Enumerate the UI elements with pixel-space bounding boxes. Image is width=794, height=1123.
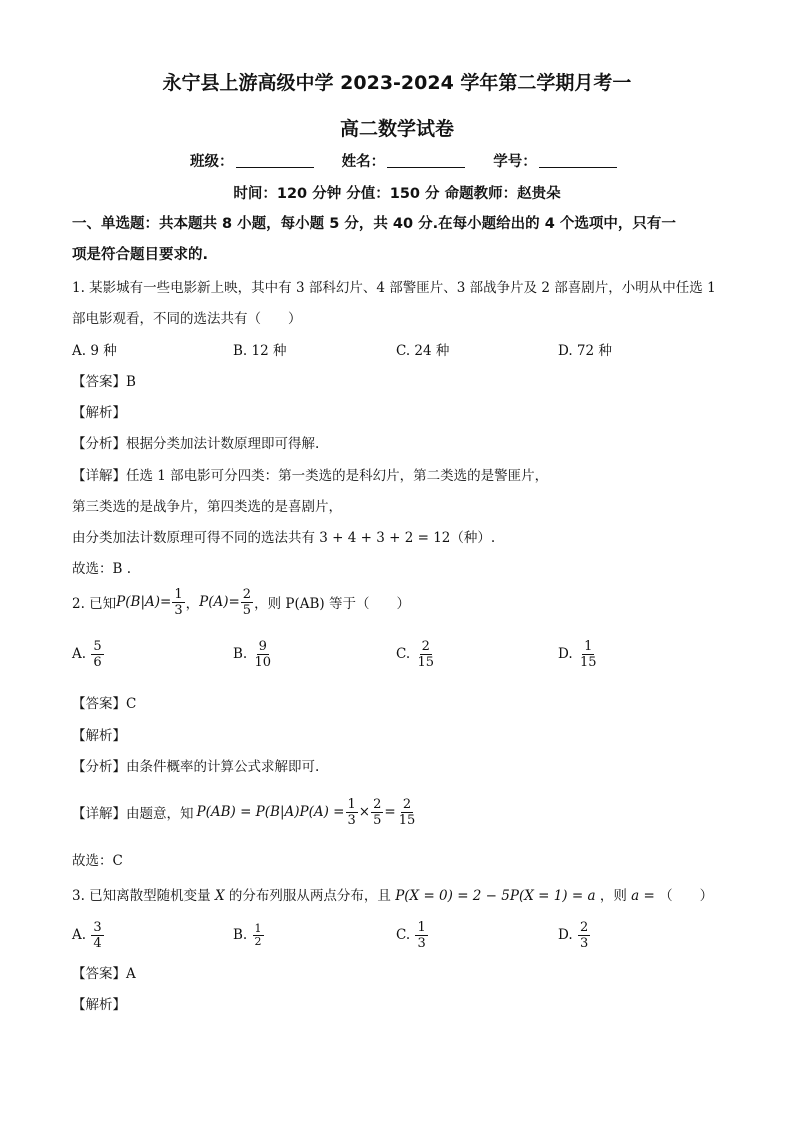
q2-stem: [72, 582, 410, 622]
xiangjie-label: 【详解】: [72, 468, 126, 484]
option-label: A.: [72, 646, 87, 662]
option-label: C.: [396, 646, 411, 662]
name-label: 姓名：: [341, 154, 386, 170]
option-fraction: [253, 923, 264, 948]
fraction-denominator: 15: [398, 812, 416, 828]
fraction-denominator: 3: [417, 935, 426, 951]
q3-analysis-label: 【解析】: [72, 997, 126, 1013]
q1-xiangjie-line3: 由分类加法计数原理可得不同的选法共有 3 + 4 + 3 + 2 = 12（种）.: [72, 530, 496, 546]
xiangjie-fraction-3: [397, 797, 418, 828]
q1-xiangjie-line1: [72, 464, 548, 484]
option-fraction: [578, 920, 590, 951]
fraction-numerator: 2: [373, 796, 382, 812]
fraction-numerator: 3: [93, 919, 102, 935]
q3-option-d: [558, 915, 591, 955]
q3-answer: [72, 962, 136, 982]
fraction-numerator: 9: [258, 638, 267, 654]
q2-xiangjie: [72, 792, 418, 832]
option-label: A.: [72, 927, 87, 943]
option-label: B.: [233, 927, 248, 943]
q1-answer: [72, 370, 136, 390]
q1-xiangjie-line2: 第三类选的是战争片，第四类选的是喜剧片，: [72, 499, 342, 515]
option-label: D.: [558, 646, 573, 662]
fraction-numerator: 1: [347, 796, 356, 812]
q3-mid: 的分布列服从两点分布，且: [228, 888, 391, 904]
answer-value: B: [126, 374, 136, 390]
answer-label: 【答案】: [72, 696, 126, 712]
option-label: D.: [558, 927, 573, 943]
xiangjie-prefix: 由题意，知: [126, 806, 194, 822]
equals-sign: =: [384, 804, 396, 820]
xiangjie-fraction-2: [371, 797, 383, 828]
q3-paren: （ ）: [659, 888, 714, 904]
q2-fenxi: [72, 755, 319, 775]
q2-analysis-label: 【解析】: [72, 728, 126, 744]
option-fraction: [91, 920, 103, 951]
option-label: C.: [396, 927, 411, 943]
option-fraction: [415, 639, 436, 670]
q1-option-c: C. 24 种: [396, 343, 450, 359]
q3-stem: [72, 884, 713, 904]
q2-prefix: 2. 已知: [72, 596, 117, 612]
answer-label: 【答案】: [72, 374, 126, 390]
fraction-numerator: 1: [254, 921, 262, 935]
fraction-denominator: 3: [347, 812, 356, 828]
fraction-denominator: 5: [242, 602, 252, 618]
answer-value: A: [126, 966, 136, 982]
student-id-blank[interactable]: [539, 153, 617, 168]
option-fraction: [253, 639, 274, 670]
q2-p-b-given-a: P(B|A)=: [116, 594, 172, 610]
answer-label: 【答案】: [72, 966, 126, 982]
q2-fraction-2: [241, 587, 253, 618]
fraction-denominator: 5: [373, 812, 382, 828]
section-heading-line1: 一、单选题：共本题共 8 小题，每小题 5 分，共 40 分.在每小题给出的 4 个选项中，只有一: [72, 216, 676, 232]
option-fraction: [415, 920, 427, 951]
fraction-numerator: 2: [402, 796, 412, 812]
section-heading-line2: 项是符合题目要求的.: [72, 247, 209, 263]
class-blank[interactable]: [236, 153, 314, 168]
answer-value: C: [126, 696, 137, 712]
option-fraction: [578, 639, 599, 670]
fraction-numerator: 2: [579, 919, 589, 935]
fenxi-text: 由条件概率的计算公式求解即可.: [126, 759, 320, 775]
q2-p-a: P(A)=: [199, 594, 240, 610]
fraction-denominator: 15: [579, 654, 597, 670]
q3-option-c: [396, 915, 429, 955]
option-fraction: [91, 639, 103, 670]
exam-title: 永宁县上游高级中学 2023-2024 学年第二学期月考一: [162, 72, 632, 94]
fraction-denominator: 3: [579, 935, 589, 951]
fraction-numerator: 1: [417, 919, 426, 935]
fraction-denominator: 6: [93, 654, 102, 670]
times-sign: ×: [358, 804, 371, 820]
fraction-numerator: 1: [584, 638, 593, 654]
xiangjie-fraction-1: [346, 797, 358, 828]
q1-stem-line1: 1. 某影城有一些电影新上映，其中有 3 部科幻片、4 部警匪片、3 部战争片及 2 部喜剧片，小明从中任选 1: [72, 280, 716, 296]
fraction-numerator: 2: [242, 586, 252, 602]
option-label: B.: [233, 646, 248, 662]
q3-option-a: [72, 915, 105, 955]
q2-option-c: [396, 634, 437, 674]
q2-option-b: [233, 634, 274, 674]
q1-option-d: D. 72 种: [558, 343, 612, 359]
q1-analysis-label: 【解析】: [72, 405, 126, 421]
class-label: 班级：: [190, 154, 234, 170]
q2-answer: [72, 692, 136, 712]
q3-prefix: 3. 已知离散型随机变量: [72, 888, 211, 904]
q3-variable: X: [214, 888, 225, 904]
student-info-row: [190, 150, 617, 171]
name-blank[interactable]: [387, 153, 465, 168]
exam-subtitle: 高二数学试卷: [339, 118, 454, 140]
fraction-denominator: 3: [174, 602, 183, 618]
q1-stem-line2: 部电影观看，不同的选法共有（ ）: [72, 311, 302, 327]
q2-suffix: ，则 P(AB) 等于（ ）: [254, 596, 410, 612]
fraction-numerator: 2: [421, 638, 430, 654]
q2-option-d: [558, 634, 599, 674]
fraction-denominator: 10: [254, 654, 272, 670]
fraction-denominator: 4: [93, 935, 102, 951]
fenxi-text: 根据分类加法计数原理即可得解.: [126, 436, 320, 452]
q3-suffix: ，则: [599, 888, 627, 904]
exam-meta: 时间：120 分钟 分值：150 分 命题教师：赵贵朵: [233, 186, 561, 202]
q3-a-equals: a =: [631, 888, 655, 904]
q2-fraction-1: [172, 587, 184, 618]
q2-option-a: [72, 634, 105, 674]
xiangjie-formula: P(AB) = P(B|A)P(A) =: [196, 804, 345, 820]
xiangjie-label: 【详解】: [72, 806, 126, 822]
q1-option-a: A. 9 种: [72, 343, 117, 359]
fenxi-label: 【分析】: [72, 436, 126, 452]
q1-conclusion: 故选：B .: [72, 561, 132, 577]
q1-option-b: B. 12 种: [233, 343, 287, 359]
q1-fenxi: [72, 432, 319, 452]
fraction-denominator: 15: [417, 654, 434, 670]
fraction-denominator: 2: [254, 934, 262, 948]
fraction-numerator: 5: [93, 638, 102, 654]
q2-conclusion: 故选：C: [72, 853, 123, 869]
fenxi-label: 【分析】: [72, 759, 126, 775]
q3-option-b: [233, 915, 265, 955]
fraction-numerator: 1: [174, 586, 183, 602]
q3-formula: P(X = 0) = 2 − 5P(X = 1) = a: [395, 888, 596, 904]
q2-separator: ，: [185, 596, 200, 612]
xiangjie-text: 任选 1 部电影可分四类：第一类选的是科幻片，第二类选的是警匪片，: [126, 468, 549, 484]
student-id-label: 学号：: [493, 154, 537, 170]
